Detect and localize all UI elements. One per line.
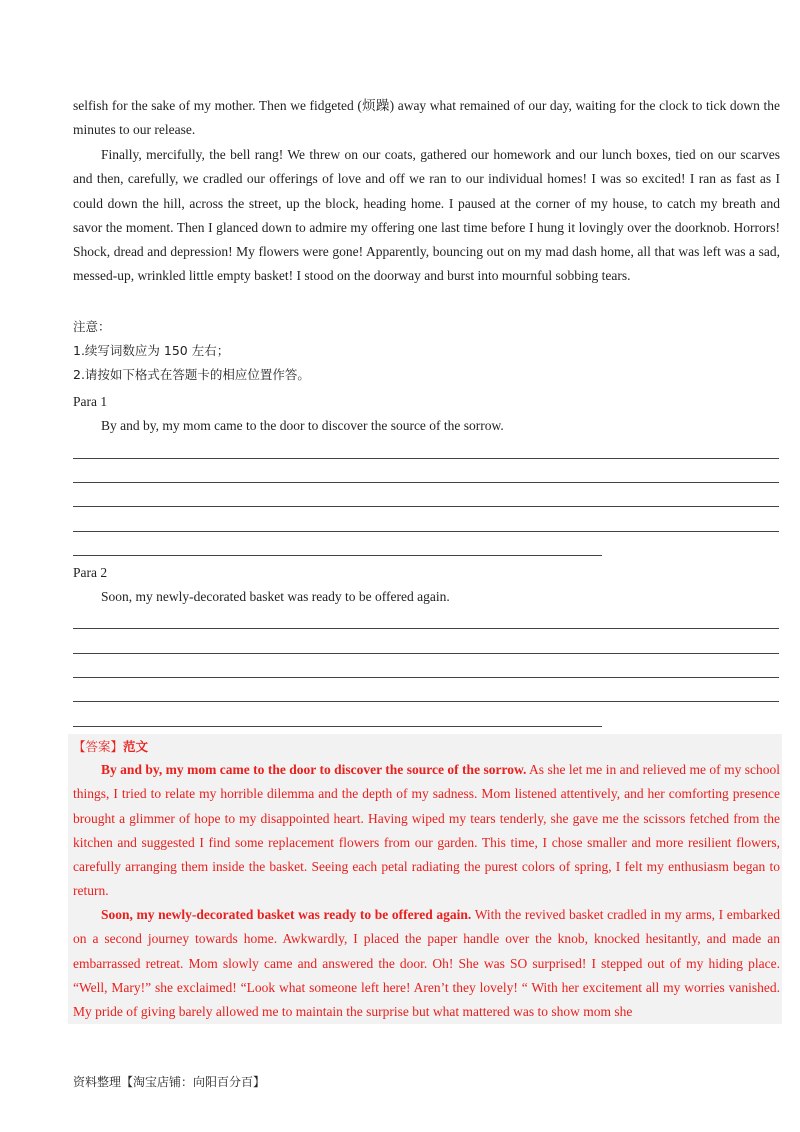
answer-paragraph-2 <box>73 903 780 1024</box>
answer-p1-body: As she let me in and relieved me of my school things, I tried to relate my horrible dilemma and the depth of my sadness. Mom listened attentively, and her comforting presence brought a glimmer of hope to my disappointed heart. Having wiped my tears tenderly, she gave me the scissors fetched from the kitchen and suggested I find some replacement flowers from our garden. This time, I chose smaller and more resilient flowers, carefully arranging them inside the basket. Seeing each petal radiating the purest colors of spring, I felt my enthusiasm began to return. <box>73 762 780 899</box>
para2-writing-line-3 <box>73 677 779 678</box>
para1-writing-line-3 <box>73 506 779 507</box>
story-paragraph-top: selfish for the sake of my mother. Then we fidgeted (烦躁) away what remained of our day, waiting for the clock to tick down the minutes to our release. <box>73 98 780 138</box>
notes-item-2: 2.请按如下格式在答题卡的相应位置作答。 <box>73 367 310 382</box>
para1-prompt: By and by, my mom came to the door to discover the source of the sorrow. <box>101 418 504 433</box>
para1-writing-line-2 <box>73 482 779 483</box>
answer-p2-lead: Soon, my newly-decorated basket was ready to be offered again. <box>101 907 472 922</box>
para2-writing-line-1 <box>73 628 779 629</box>
para1-writing-line-1 <box>73 458 779 459</box>
notes-item-1: 1.续写词数应为 150 左右； <box>73 343 230 358</box>
para2-writing-line-2 <box>73 653 779 654</box>
para2-label: Para 2 <box>73 565 108 580</box>
para1-writing-line-5 <box>73 555 602 556</box>
answer-paragraph-1 <box>73 758 780 904</box>
answer-bracket-label: 【答案】 <box>73 739 124 754</box>
answer-title: 范文 <box>123 739 149 754</box>
para1-label: Para 1 <box>73 394 108 409</box>
answer-p1-lead: By and by, my mom came to the door to discover the source of the sorrow. <box>101 762 527 777</box>
footer-source: 资料整理【淘宝店铺：向阳百分百】 <box>73 1075 266 1089</box>
notes-heading: 注意： <box>73 319 111 334</box>
para1-writing-line-4 <box>73 531 779 532</box>
answer-p2-body: With the revived basket cradled in my arms, I embarked on a second journey towards home. Awkwardly, I placed the paper handle over the knob, knocked hesitantly, and made an embarrassed retreat. Mom slowly came and answered the door. Oh! She was SO surprised! I stepped out of my hiding place. “Well, Mary!” she exclaimed! “Look what someone left here! Aren’t they lovely! “ With her excitement all my worries vanished. My pride of giving barely allowed me to maintain the surprise but what mattered was to show mom she <box>73 907 780 1020</box>
story-paragraph-finally: Finally, mercifully, the bell rang! We threw on our coats, gathered our homework and our lunch boxes, tied on our scarves and then, carefully, we cradled our offerings of love and off we ran to our individual homes! I was so excited! I ran as fast as I could down the hill, across the street, up the block, heading home. I paused at the corner of my house, to catch my breath and savor the moment. Then I glanced down to admire my offering one last time before I hung it lovingly over the doorknob. Horrors! Shock, dread and depression! My flowers were gone! Apparently, bouncing out on my mad dash home, all that was left was a sad, messed-up, wrinkled little empty basket! I stood on the doorway and burst into mournful sobbing tears. <box>73 147 780 284</box>
para2-prompt: Soon, my newly-decorated basket was ready to be offered again. <box>101 589 450 604</box>
para2-writing-line-4 <box>73 701 779 702</box>
para2-writing-line-5 <box>73 726 602 727</box>
answer-heading <box>73 735 148 759</box>
